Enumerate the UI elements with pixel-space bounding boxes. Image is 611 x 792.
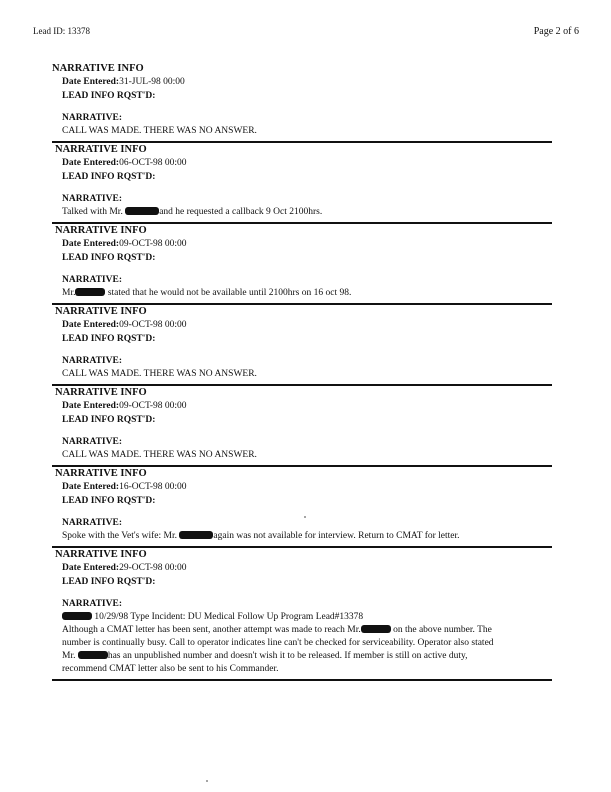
narrative-part: Talked with Mr. bbox=[62, 207, 123, 217]
narrative-text: CALL WAS MADE. THERE WAS NO ANSWER. bbox=[62, 450, 257, 460]
lead-info-label: LEAD INFO RQST'D: bbox=[62, 334, 156, 344]
narrative-line: recommend CMAT letter also be sent to his Commander. bbox=[62, 664, 279, 674]
narrative-text: CALL WAS MADE. THERE WAS NO ANSWER. bbox=[62, 126, 257, 136]
narrative-text bbox=[62, 206, 552, 219]
section-heading: NARRATIVE INFO bbox=[55, 144, 147, 155]
narrative-line bbox=[62, 650, 552, 663]
lead-info-label: LEAD INFO RQST'D: bbox=[62, 496, 156, 506]
date-entered-label: Date Entered: bbox=[62, 320, 120, 330]
date-entered-value: 09-OCT-98 00:00 bbox=[119, 320, 187, 330]
date-entered bbox=[62, 318, 552, 332]
narrative-label: NARRATIVE: bbox=[62, 194, 122, 204]
narrative-label: NARRATIVE: bbox=[62, 518, 122, 528]
section-heading: NARRATIVE INFO bbox=[55, 387, 147, 398]
lead-id: Lead ID: 13378 bbox=[33, 26, 90, 36]
date-entered-value: 09-OCT-98 00:00 bbox=[119, 401, 187, 411]
date-entered-value: 09-OCT-98 00:00 bbox=[119, 239, 187, 249]
redaction-mark bbox=[62, 612, 92, 620]
narrative-text: CALL WAS MADE. THERE WAS NO ANSWER. bbox=[62, 369, 257, 379]
lead-info-label: LEAD INFO RQST'D: bbox=[62, 415, 156, 425]
narrative-label: NARRATIVE: bbox=[62, 437, 122, 447]
narrative-label: NARRATIVE: bbox=[62, 356, 122, 366]
date-entered-label: Date Entered: bbox=[62, 482, 120, 492]
redaction-mark bbox=[78, 651, 108, 659]
date-entered-label: Date Entered: bbox=[62, 77, 120, 87]
narrative-text bbox=[62, 287, 552, 300]
date-entered-label: Date Entered: bbox=[62, 239, 120, 249]
narrative-text bbox=[62, 530, 552, 543]
page-number: Page 2 of 6 bbox=[533, 26, 579, 37]
date-entered-value: 06-OCT-98 00:00 bbox=[119, 158, 187, 168]
redaction-mark bbox=[75, 288, 105, 296]
redaction-mark bbox=[125, 207, 159, 215]
narrative-label: NARRATIVE: bbox=[62, 599, 122, 609]
date-entered bbox=[62, 480, 552, 494]
narrative-part: Mr. bbox=[62, 288, 76, 298]
date-entered bbox=[62, 237, 552, 251]
date-entered bbox=[62, 399, 552, 413]
narrative-part: has an unpublished number and doesn't wish it to be released. If member is still on active duty, bbox=[107, 651, 468, 661]
narrative-entry bbox=[52, 224, 552, 305]
date-entered-value: 31-JUL-98 00:00 bbox=[119, 77, 185, 87]
narrative-part: and he requested a callback 9 Oct 2100hrs. bbox=[159, 207, 323, 217]
date-entered bbox=[62, 156, 552, 170]
narrative-entries bbox=[52, 62, 552, 681]
narrative-entry bbox=[52, 305, 552, 386]
section-heading: NARRATIVE INFO bbox=[55, 549, 147, 560]
narrative-entry bbox=[52, 62, 552, 143]
narrative-entry bbox=[52, 548, 552, 681]
redaction-mark bbox=[179, 531, 213, 539]
date-entered bbox=[62, 75, 552, 89]
date-entered-label: Date Entered: bbox=[62, 158, 120, 168]
redaction-mark bbox=[361, 625, 391, 633]
narrative-entry bbox=[52, 467, 552, 548]
narrative-part: Although a CMAT letter has been sent, another attempt was made to reach Mr. bbox=[62, 625, 361, 635]
narrative-part: Spoke with the Vet's wife: Mr. bbox=[62, 531, 178, 541]
narrative-part: stated that he would not be available until 2100hrs on 16 oct 98. bbox=[107, 288, 352, 298]
narrative-part: 10/29/98 Type Incident: DU Medical Follow Up Program Lead#13378 bbox=[94, 612, 364, 622]
narrative-entry bbox=[52, 143, 552, 224]
date-entered-label: Date Entered: bbox=[62, 401, 120, 411]
narrative-line: number is continually busy. Call to operator indicates line can't be checked for serviceability. Operator also stated bbox=[62, 638, 494, 648]
narrative-text bbox=[62, 611, 552, 676]
narrative-label: NARRATIVE: bbox=[62, 275, 122, 285]
section-heading: NARRATIVE INFO bbox=[55, 306, 147, 317]
page-header bbox=[33, 26, 579, 42]
lead-info-label: LEAD INFO RQST'D: bbox=[62, 172, 156, 182]
scan-speck bbox=[304, 516, 306, 518]
lead-info-label: LEAD INFO RQST'D: bbox=[62, 577, 156, 587]
lead-info-label: LEAD INFO RQST'D: bbox=[62, 253, 156, 263]
section-heading: NARRATIVE INFO bbox=[52, 63, 144, 74]
narrative-entry bbox=[52, 386, 552, 467]
date-entered-value: 16-OCT-98 00:00 bbox=[119, 482, 187, 492]
date-entered-value: 29-OCT-98 00:00 bbox=[119, 563, 187, 573]
date-entered-label: Date Entered: bbox=[62, 563, 120, 573]
divider bbox=[52, 679, 552, 681]
scan-speck bbox=[206, 780, 208, 782]
narrative-part: Mr. bbox=[62, 651, 76, 661]
lead-info-label: LEAD INFO RQST'D: bbox=[62, 91, 156, 101]
narrative-line bbox=[62, 611, 552, 624]
narrative-label: NARRATIVE: bbox=[62, 113, 122, 123]
date-entered bbox=[62, 561, 552, 575]
section-heading: NARRATIVE INFO bbox=[55, 225, 147, 236]
narrative-part: again was not available for interview. Return to CMAT for letter. bbox=[213, 531, 460, 541]
section-heading: NARRATIVE INFO bbox=[55, 468, 147, 479]
narrative-line bbox=[62, 624, 552, 637]
narrative-part: on the above number. The bbox=[393, 625, 492, 635]
